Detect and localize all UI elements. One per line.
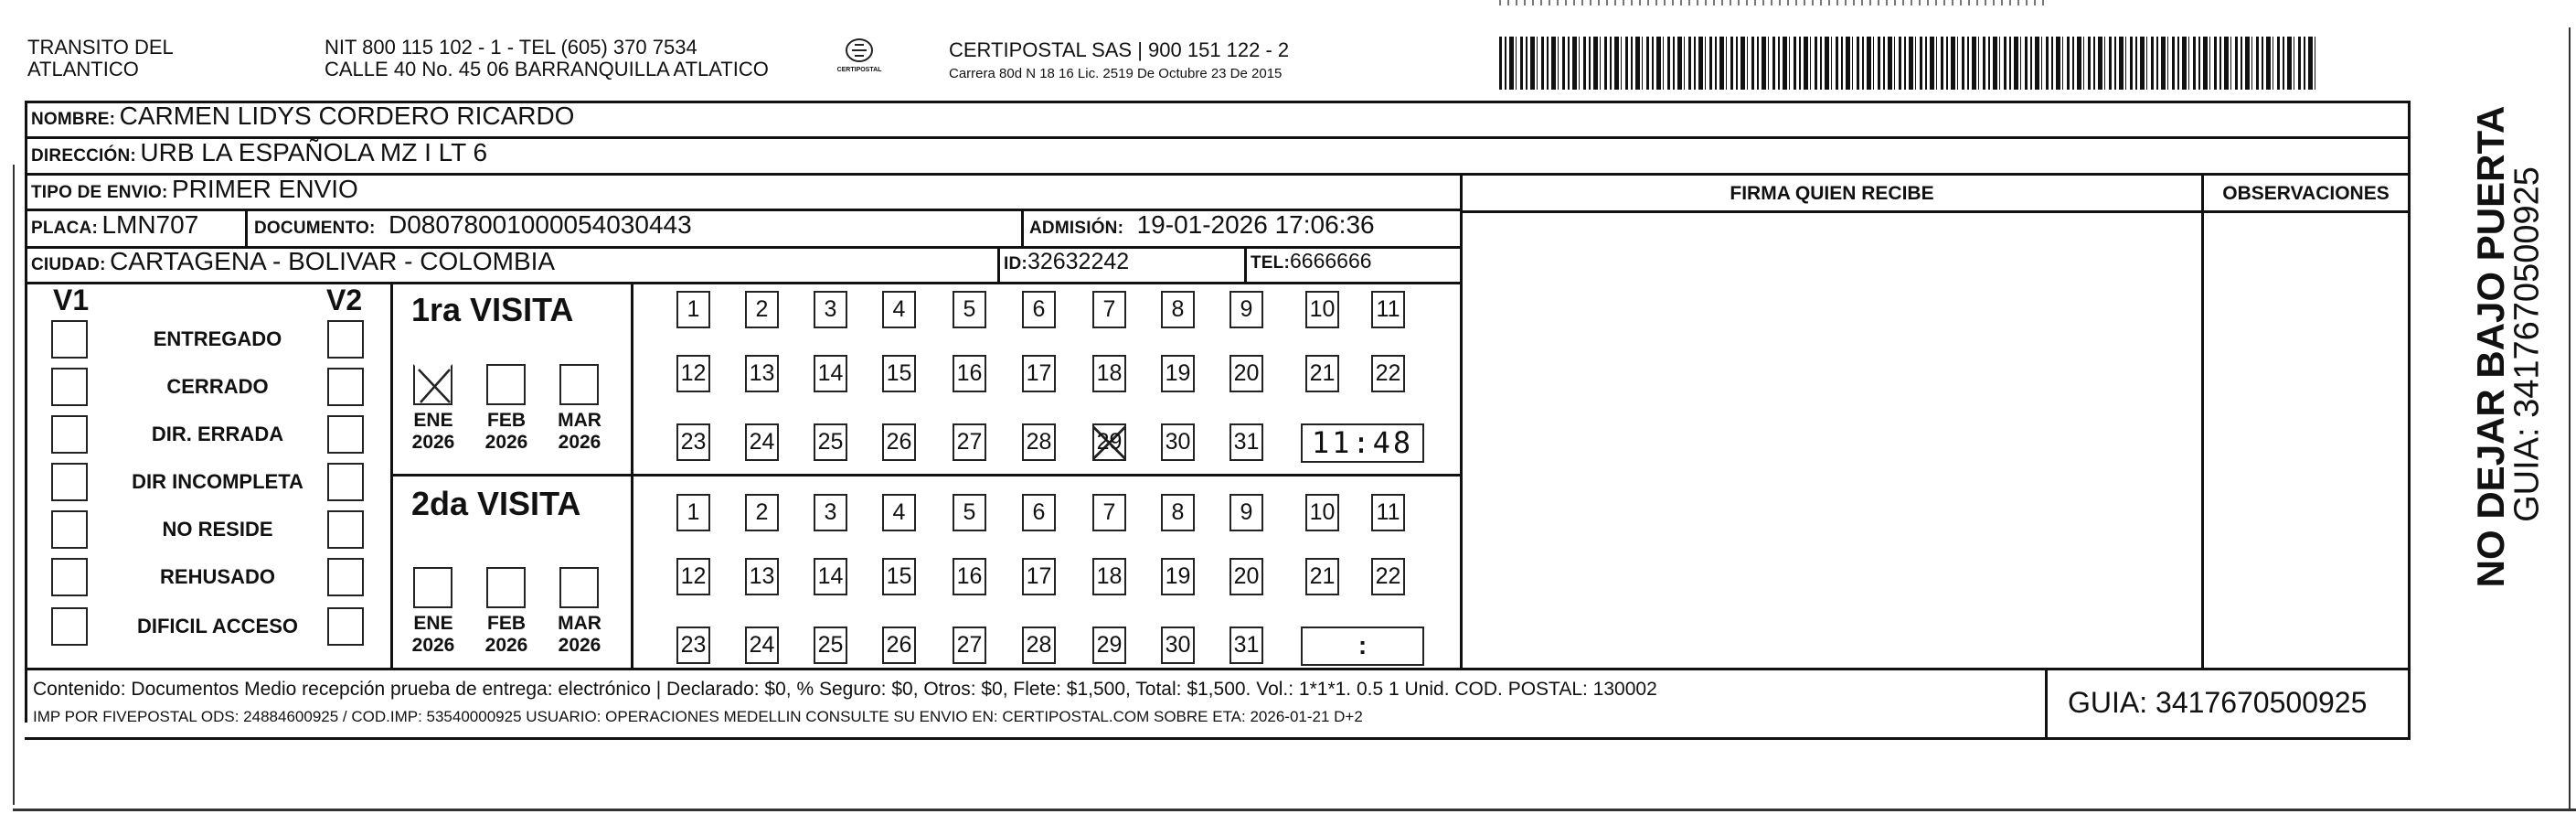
first-visit-day-box[interactable]: 8: [1161, 291, 1195, 328]
v1-label: V1: [53, 284, 90, 316]
first-visit-day-box[interactable]: 12: [676, 355, 710, 392]
second-visit-day-box[interactable]: 16: [953, 558, 986, 595]
second-visit-day-box[interactable]: 21: [1305, 558, 1339, 595]
first-visit-month-box-feb[interactable]: [486, 364, 526, 405]
send-type-value: PRIMER ENVIO: [172, 175, 358, 203]
first-visit-day-box[interactable]: 23: [676, 423, 710, 461]
month-year: 2026: [411, 635, 455, 656]
address-value: URB LA ESPAÑOLA MZ I LT 6: [140, 138, 488, 166]
second-visit-day-box[interactable]: 4: [882, 494, 916, 531]
second-visit-month-box-mar[interactable]: [559, 567, 599, 608]
second-visit-day-box[interactable]: 5: [953, 494, 986, 531]
barcode: [1499, 37, 2317, 90]
id-cell: [1004, 249, 1129, 275]
logo-emblem-icon: [844, 37, 875, 64]
tel-label: TEL:: [1251, 253, 1291, 273]
city-label: CIUDAD:: [31, 255, 106, 274]
first-visit-day-box[interactable]: 18: [1092, 355, 1126, 392]
send-type-label: TIPO DE ENVIO:: [31, 183, 168, 202]
first-visit-day-box[interactable]: 22: [1371, 355, 1405, 392]
second-visit-day-box[interactable]: 6: [1022, 494, 1056, 531]
nit-line: NIT 800 115 102 - 1 - TEL (605) 370 7534: [325, 36, 697, 59]
second-visit-day-box[interactable]: 22: [1371, 558, 1405, 595]
month-name: ENE: [413, 410, 453, 431]
send-type-row: [31, 175, 358, 204]
second-visit-day-box[interactable]: 9: [1229, 494, 1263, 531]
month-year: 2026: [484, 635, 528, 656]
second-visit-day-box[interactable]: 24: [745, 627, 779, 664]
name-label: NOMBRE:: [31, 110, 116, 129]
v1-checkbox[interactable]: [51, 558, 88, 596]
city-cell: [31, 247, 555, 276]
id-label: ID:: [1004, 254, 1027, 273]
top-strip: [1499, 0, 2048, 5]
document-cell: [254, 210, 692, 240]
imp-line: IMP POR FIVEPOSTAL ODS: 24884600925 / COD.IMP: 53540000925 USUARIO: OPERACIONES MEDELLIN CONSULTE SU ENVIO EN: CERTIPOSTAL.COM SOBRE ETA: 2026-01-21 D+2: [33, 708, 1363, 725]
document-value: D08078001000054030443: [389, 210, 692, 239]
certipostal-logo: [832, 37, 887, 91]
first-visit-day-box[interactable]: 19: [1161, 355, 1195, 392]
do-not-leave-notice: NO DEJAR BAJO PUERTA: [2469, 105, 2512, 588]
status-label: DIR. ERRADA: [151, 423, 284, 445]
second-visit-day-box[interactable]: 10: [1305, 494, 1339, 531]
org-contact: [325, 37, 769, 80]
first-visit-day-box[interactable]: 28: [1022, 423, 1056, 461]
plate-cell: [31, 210, 198, 240]
side-guia: GUIA: 3417670500925: [2507, 166, 2547, 522]
signature-column-header: FIRMA QUIEN RECIBE: [1730, 183, 1934, 204]
v1-checkbox[interactable]: [51, 607, 88, 646]
v2-checkbox[interactable]: [327, 320, 364, 359]
courier-line: CERTIPOSTAL SAS | 900 151 122 - 2: [949, 38, 1290, 61]
first-visit-time-box[interactable]: 11:48: [1301, 423, 1424, 463]
content-line: Contenido: Documentos Medio recepción prueba de entrega: electrónico | Declarado: $0, % Seguro: $0, Otros: $0, Flete: $1,500, Total: $1,500. Vol.: 1*1*1. 0.5 1 Unid. COD. POSTAL: 130002: [33, 679, 1657, 700]
v1-checkbox[interactable]: [51, 415, 88, 454]
second-visit-day-box[interactable]: 26: [882, 627, 916, 664]
name-value: CARMEN LIDYS CORDERO RICARDO: [119, 102, 575, 130]
first-visit-day-box[interactable]: 30: [1161, 423, 1195, 461]
month-name: MAR: [558, 613, 601, 634]
first-visit-title: 1ra VISITA: [411, 291, 574, 328]
scan-edge-bottom: [13, 809, 2576, 811]
second-visit-month-box-feb[interactable]: [486, 567, 526, 608]
second-visit-day-box[interactable]: 13: [745, 558, 779, 595]
org-name-line2: ATLANTICO: [27, 58, 139, 80]
month-year: 2026: [558, 432, 601, 453]
v1-checkbox[interactable]: [51, 320, 88, 359]
second-visit-month-label: [479, 613, 534, 657]
v1-checkbox[interactable]: [51, 368, 88, 406]
v1-checkbox[interactable]: [51, 510, 88, 549]
first-visit-month-label: [552, 410, 607, 454]
v2-checkbox[interactable]: [327, 415, 364, 454]
name-row: [31, 102, 574, 131]
observations-column-header: OBSERVACIONES: [2222, 183, 2390, 204]
id-value: 32632242: [1027, 249, 1130, 274]
second-visit-day-box[interactable]: 7: [1092, 494, 1126, 531]
second-visit-day-box[interactable]: 1: [676, 494, 710, 531]
admission-label: ADMISIÓN:: [1029, 219, 1124, 238]
second-visit-day-box[interactable]: 31: [1229, 627, 1263, 664]
second-visit-time-box[interactable]: :: [1301, 627, 1424, 666]
status-label: DIFICIL ACCESO: [136, 615, 298, 637]
status-label: REHUSADO: [160, 565, 275, 588]
month-name: FEB: [487, 410, 526, 431]
v2-label: V2: [326, 284, 363, 316]
courier-info: [949, 38, 1289, 81]
second-visit-day-box[interactable]: 27: [953, 627, 986, 664]
month-name: MAR: [558, 410, 601, 431]
second-visit-day-box[interactable]: 28: [1022, 627, 1056, 664]
first-visit-day-box[interactable]: 7: [1092, 291, 1126, 328]
second-visit-day-box[interactable]: 18: [1092, 558, 1126, 595]
month-year: 2026: [484, 432, 528, 453]
first-visit-day-box[interactable]: 20: [1229, 355, 1263, 392]
second-visit-day-box[interactable]: 15: [882, 558, 916, 595]
first-visit-day-box[interactable]: 13: [745, 355, 779, 392]
second-visit-day-box[interactable]: 14: [814, 558, 847, 595]
month-year: 2026: [411, 432, 455, 453]
first-visit-day-box[interactable]: 21: [1305, 355, 1339, 392]
first-visit-day-box[interactable]: 17: [1022, 355, 1056, 392]
first-visit-day-box[interactable]: 24: [745, 423, 779, 461]
scan-edge-right: [2569, 27, 2571, 810]
second-visit-month-box-ene[interactable]: [413, 567, 452, 608]
first-visit-day-box[interactable]: 5: [953, 291, 986, 328]
side-notice: [2422, 91, 2550, 640]
first-visit-day-box[interactable]: 31: [1229, 423, 1263, 461]
v2-checkbox[interactable]: [327, 558, 364, 596]
first-visit-day-box[interactable]: 29: [1092, 423, 1126, 461]
first-visit-day-box[interactable]: 3: [814, 291, 847, 328]
address-row: [31, 138, 487, 167]
first-visit-day-box[interactable]: 4: [882, 291, 916, 328]
second-visit-month-label: [552, 613, 607, 657]
first-visit-day-box[interactable]: 26: [882, 423, 916, 461]
scan-edge-left: [13, 165, 15, 805]
first-visit-month-label: [479, 410, 534, 454]
month-year: 2026: [558, 635, 601, 656]
first-visit-day-box[interactable]: 1: [676, 291, 710, 328]
guia-box: GUIA: 3417670500925: [2068, 686, 2368, 719]
first-visit-day-box[interactable]: 25: [814, 423, 847, 461]
second-visit-day-box[interactable]: 20: [1229, 558, 1263, 595]
document-label: DOCUMENTO:: [254, 219, 376, 238]
second-visit-day-box[interactable]: 25: [814, 627, 847, 664]
address-label: DIRECCIÓN:: [31, 146, 136, 166]
first-visit-day-box[interactable]: 6: [1022, 291, 1056, 328]
plate-label: PLACA:: [31, 219, 98, 238]
first-visit-day-box[interactable]: 14: [814, 355, 847, 392]
address-line: CALLE 40 No. 45 06 BARRANQUILLA ATLATICO: [325, 58, 769, 80]
first-visit-day-box[interactable]: 16: [953, 355, 986, 392]
tel-cell: [1251, 249, 1372, 273]
second-visit-day-box[interactable]: 8: [1161, 494, 1195, 531]
status-label: DIR INCOMPLETA: [132, 470, 303, 493]
second-visit-day-box[interactable]: 19: [1161, 558, 1195, 595]
city-value: CARTAGENA - BOLIVAR - COLOMBIA: [110, 247, 556, 275]
org-name-line1: TRANSITO DEL: [27, 36, 174, 59]
x-mark-icon: [415, 366, 454, 407]
second-visit-day-box[interactable]: 3: [814, 494, 847, 531]
plate-value: LMN707: [101, 210, 199, 239]
admission-value: 19-01-2026 17:06:36: [1136, 210, 1375, 239]
logo-text: CERTIPOSTAL: [836, 67, 882, 73]
second-visit-day-box[interactable]: 17: [1022, 558, 1056, 595]
second-visit-day-box[interactable]: 23: [676, 627, 710, 664]
v2-checkbox[interactable]: [327, 368, 364, 406]
first-visit-day-box[interactable]: 27: [953, 423, 986, 461]
month-name: FEB: [487, 613, 526, 634]
first-visit-month-label: [406, 410, 461, 454]
v2-checkbox[interactable]: [327, 607, 364, 646]
second-visit-title: 2da VISITA: [411, 485, 581, 522]
first-visit-day-box[interactable]: 9: [1229, 291, 1263, 328]
first-visit-day-box[interactable]: 11: [1371, 291, 1405, 328]
first-visit-month-box-ene[interactable]: [413, 364, 452, 405]
second-visit-day-box[interactable]: 30: [1161, 627, 1195, 664]
status-label: NO RESIDE: [162, 518, 273, 541]
status-label: CERRADO: [166, 375, 269, 398]
org-name: [27, 37, 174, 80]
first-visit-day-box[interactable]: 15: [882, 355, 916, 392]
tel-value: 6666666: [1290, 249, 1372, 273]
second-visit-day-box[interactable]: 12: [676, 558, 710, 595]
month-name: ENE: [413, 613, 453, 634]
admission-cell: [1029, 210, 1375, 240]
v1-checkbox[interactable]: [51, 463, 88, 501]
first-visit-day-box[interactable]: 10: [1305, 291, 1339, 328]
v2-checkbox[interactable]: [327, 463, 364, 501]
v2-checkbox[interactable]: [327, 510, 364, 549]
second-visit-day-box[interactable]: 2: [745, 494, 779, 531]
first-visit-month-box-mar[interactable]: [559, 364, 599, 405]
second-visit-day-box[interactable]: 29: [1092, 627, 1126, 664]
first-visit-day-box[interactable]: 2: [745, 291, 779, 328]
second-visit-month-label: [406, 613, 461, 657]
second-visit-day-box[interactable]: 11: [1371, 494, 1405, 531]
courier-address: Carrera 80d N 18 16 Lic. 2519 De Octubre 23 De 2015: [949, 66, 1283, 81]
status-label: ENTREGADO: [153, 327, 282, 350]
